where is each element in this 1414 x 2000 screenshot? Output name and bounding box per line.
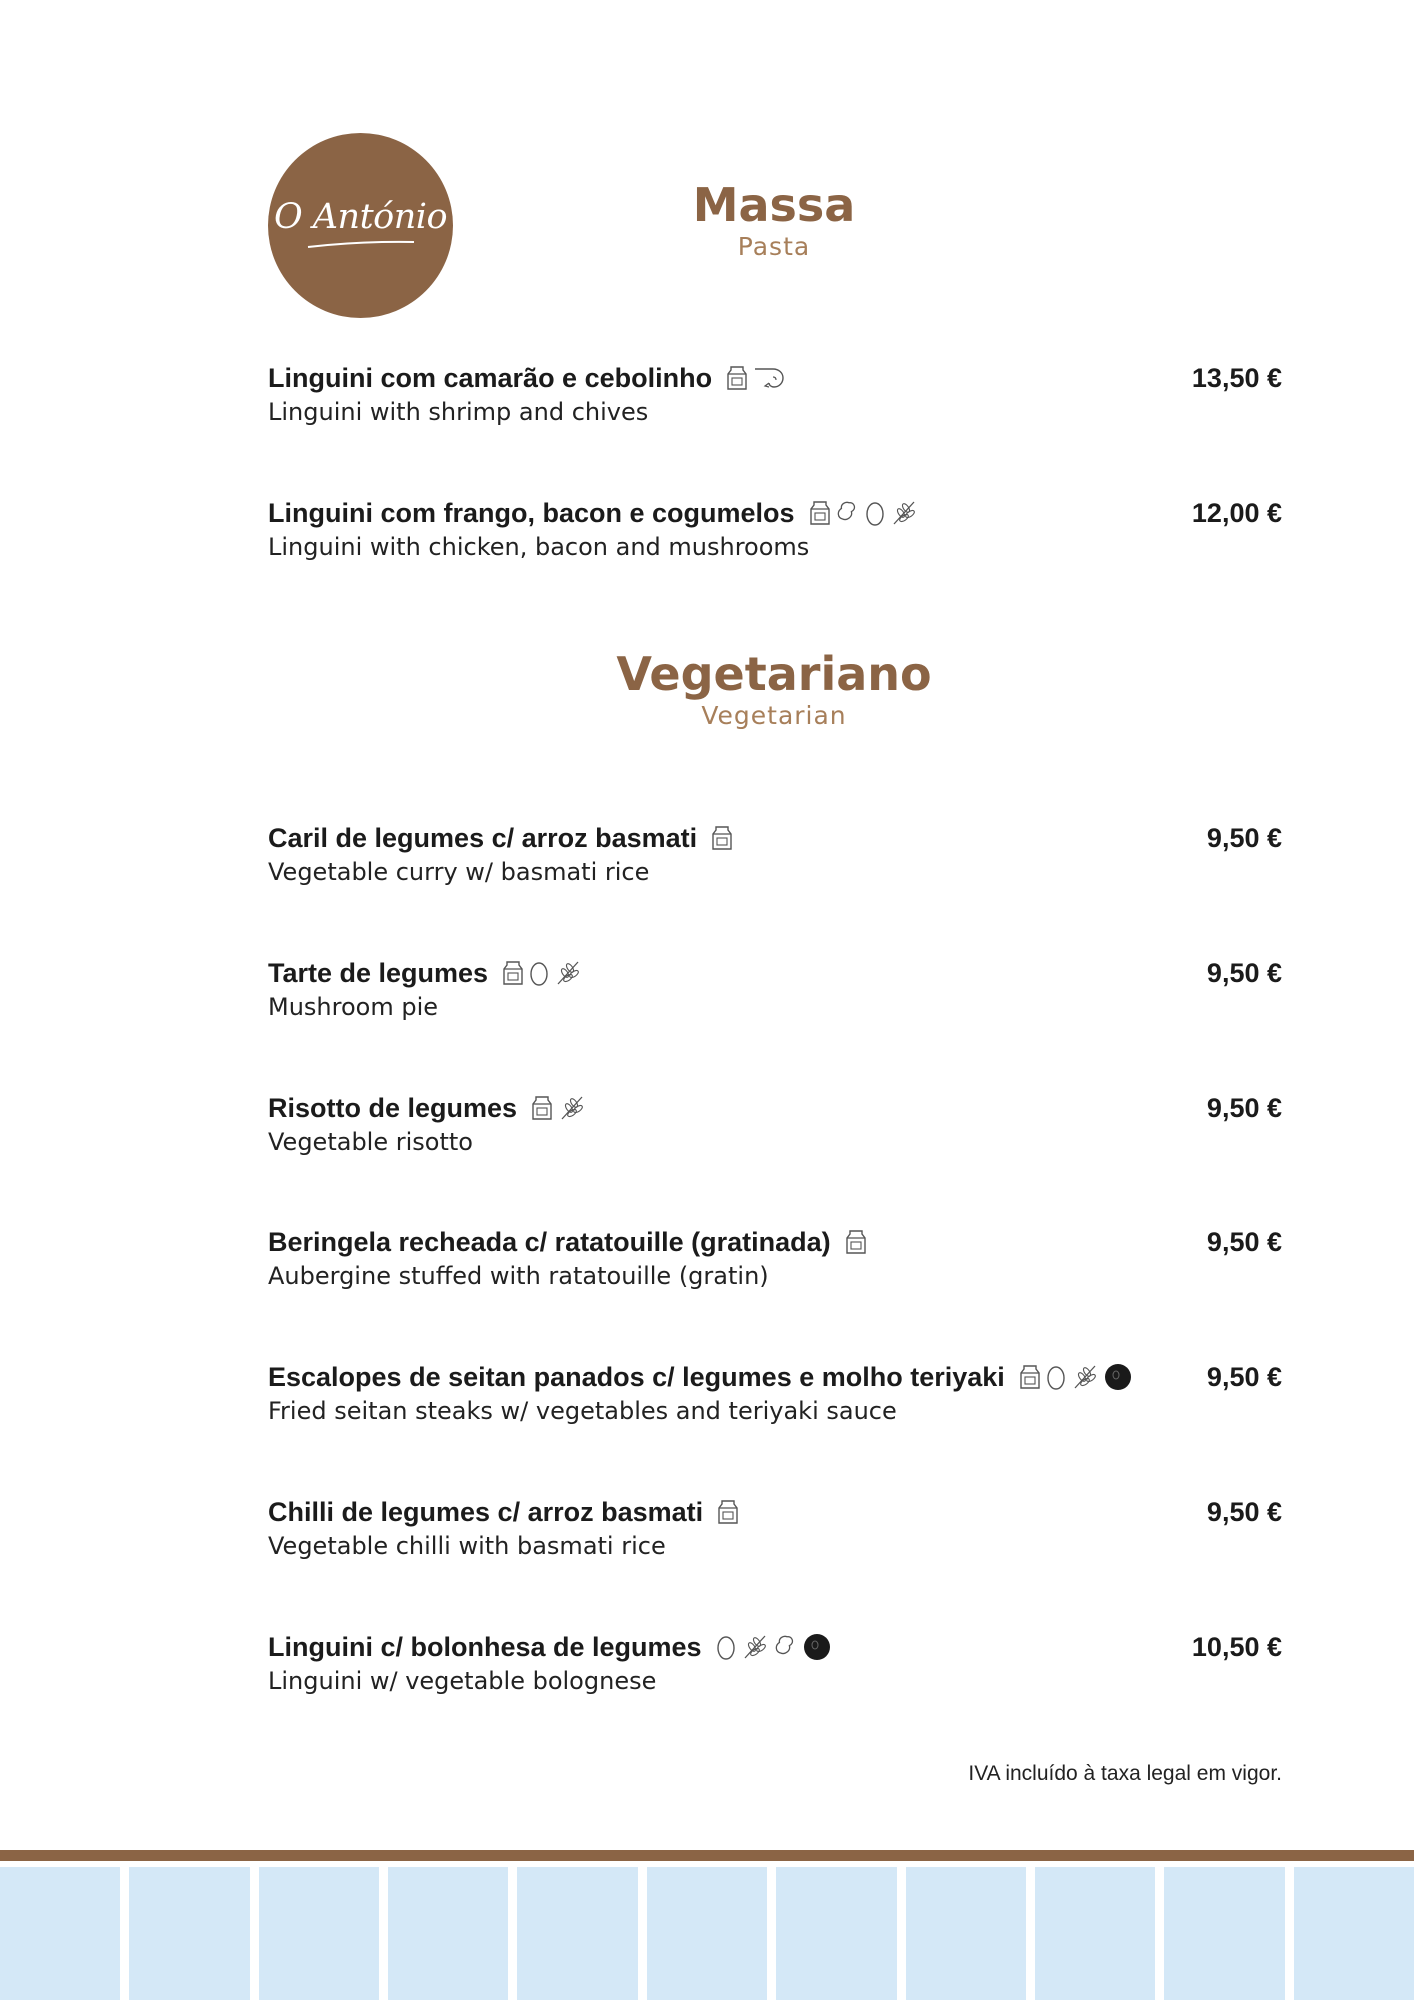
menu-item bbox=[268, 497, 1282, 562]
milk-icon bbox=[845, 1229, 867, 1255]
allergen-icons bbox=[1019, 1363, 1132, 1391]
footer-tiles bbox=[0, 1861, 1414, 2000]
section-title: Massa bbox=[692, 178, 856, 232]
milk-icon bbox=[502, 960, 524, 986]
soy-icon bbox=[1104, 1363, 1132, 1391]
allergen-icons bbox=[531, 1095, 586, 1121]
footer-tile bbox=[259, 1861, 379, 2000]
item-price: 13,50 € bbox=[1191, 363, 1282, 393]
allergen-icons bbox=[716, 1633, 831, 1661]
milk-icon bbox=[809, 500, 831, 526]
egg-icon bbox=[529, 960, 549, 986]
allergen-icons bbox=[809, 500, 918, 526]
item-name: Linguini com frango, bacon e cogumelos bbox=[268, 498, 795, 528]
item-name: Risotto de legumes bbox=[268, 1093, 518, 1123]
item-description: Linguini with chicken, bacon and mushrooms bbox=[268, 533, 810, 561]
milk-icon bbox=[1019, 1364, 1041, 1390]
allergen-icons bbox=[502, 960, 582, 986]
menu-item bbox=[268, 1226, 1282, 1291]
footer-tile bbox=[1035, 1861, 1155, 2000]
item-name: Linguini com camarão e cebolinho bbox=[268, 363, 713, 393]
menu-item bbox=[268, 362, 1282, 427]
item-price: 9,50 € bbox=[1206, 823, 1282, 853]
item-price: 9,50 € bbox=[1206, 1362, 1282, 1392]
footer-tile bbox=[517, 1861, 637, 2000]
section-subtitle: Vegetarian bbox=[701, 701, 847, 730]
menu-item bbox=[268, 1092, 1282, 1157]
menu-item bbox=[268, 1496, 1282, 1561]
item-price: 12,00 € bbox=[1191, 498, 1282, 528]
peanut-icon bbox=[836, 500, 860, 526]
item-description: Linguini w/ vegetable bolognese bbox=[268, 1667, 657, 1695]
milk-icon bbox=[726, 365, 748, 391]
item-name: Beringela recheada c/ ratatouille (gratinada) bbox=[268, 1227, 831, 1257]
footer-tile bbox=[906, 1861, 1026, 2000]
menu-item bbox=[268, 1631, 1282, 1696]
footer-tile bbox=[647, 1861, 767, 2000]
milk-icon bbox=[717, 1499, 739, 1525]
item-price: 9,50 € bbox=[1206, 958, 1282, 988]
milk-icon bbox=[711, 825, 733, 851]
item-price: 9,50 € bbox=[1206, 1093, 1282, 1123]
item-name: Tarte de legumes bbox=[268, 958, 489, 988]
footer-tile bbox=[1164, 1861, 1284, 2000]
item-price: 9,50 € bbox=[1206, 1497, 1282, 1527]
item-name: Caril de legumes c/ arroz basmati bbox=[268, 823, 698, 853]
milk-icon bbox=[531, 1095, 553, 1121]
menu-item bbox=[268, 957, 1282, 1022]
item-description: Linguini with shrimp and chives bbox=[268, 398, 649, 426]
footer-tile bbox=[776, 1861, 896, 2000]
egg-icon bbox=[865, 500, 885, 526]
item-name: Escalopes de seitan panados c/ legumes e molho teriyaki bbox=[268, 1362, 1005, 1392]
footer-tile bbox=[1294, 1861, 1414, 2000]
item-description: Vegetable risotto bbox=[268, 1128, 473, 1156]
item-name: Chilli de legumes c/ arroz basmati bbox=[268, 1497, 704, 1527]
wheat-icon bbox=[554, 960, 582, 986]
wheat-icon bbox=[741, 1634, 769, 1660]
footer-bar bbox=[0, 1850, 1414, 1861]
footer-tile bbox=[0, 1861, 120, 2000]
menu-item bbox=[268, 822, 1282, 887]
allergen-icons bbox=[726, 365, 785, 391]
wheat-icon bbox=[890, 500, 918, 526]
wheat-icon bbox=[558, 1095, 586, 1121]
item-name: Linguini c/ bolonhesa de legumes bbox=[268, 1632, 702, 1662]
item-price: 9,50 € bbox=[1206, 1227, 1282, 1257]
item-description: Vegetable chilli with basmati rice bbox=[268, 1532, 666, 1560]
egg-icon bbox=[716, 1634, 736, 1660]
footer-tile bbox=[129, 1861, 249, 2000]
menu-item bbox=[268, 1361, 1282, 1426]
peanut-icon bbox=[774, 1634, 798, 1660]
section-title: Vegetariano bbox=[616, 647, 932, 701]
item-price: 10,50 € bbox=[1191, 1632, 1282, 1662]
egg-icon bbox=[1046, 1364, 1066, 1390]
item-description: Vegetable curry w/ basmati rice bbox=[268, 858, 650, 886]
shrimp-icon bbox=[753, 365, 785, 391]
wheat-icon bbox=[1071, 1364, 1099, 1390]
section-massa-heading bbox=[0, 178, 1414, 262]
section-vegetariano-heading bbox=[0, 647, 1414, 731]
allergen-icons bbox=[717, 1499, 739, 1525]
logo-text: O António bbox=[273, 196, 448, 237]
vat-note: IVA incluído à taxa legal em vigor. bbox=[968, 1762, 1282, 1785]
item-description: Mushroom pie bbox=[268, 993, 439, 1021]
allergen-icons bbox=[711, 825, 733, 851]
item-description: Fried seitan steaks w/ vegetables and teriyaki sauce bbox=[268, 1397, 897, 1425]
footer-tile bbox=[388, 1861, 508, 2000]
section-subtitle: Pasta bbox=[737, 232, 811, 261]
allergen-icons bbox=[845, 1229, 867, 1255]
item-description: Aubergine stuffed with ratatouille (gratin) bbox=[268, 1262, 769, 1290]
soy-icon bbox=[803, 1633, 831, 1661]
